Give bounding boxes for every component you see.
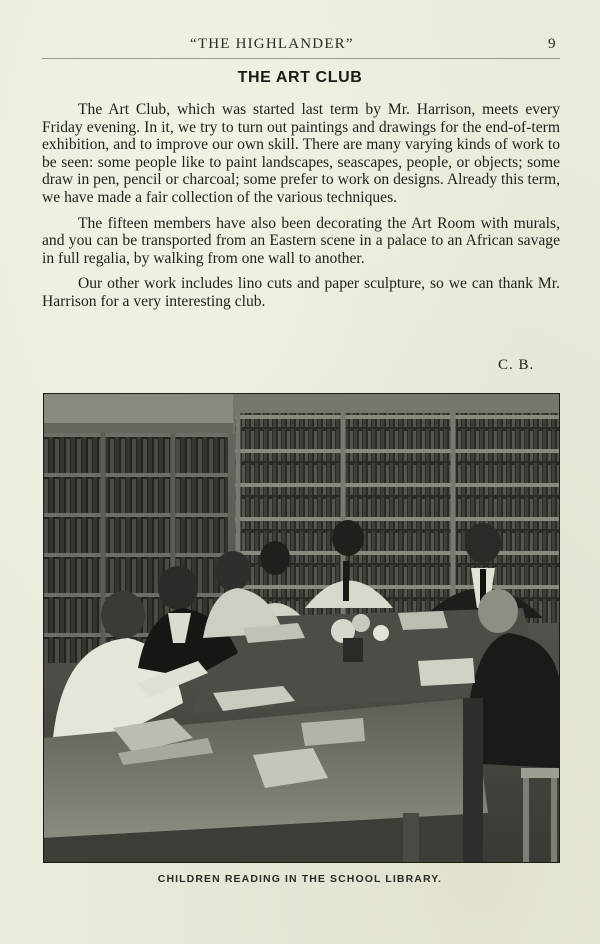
article-body — [42, 101, 560, 319]
header-rule — [42, 58, 560, 59]
author-initials: C. B. — [498, 357, 535, 373]
paragraph: Our other work includes lino cuts and paper sculpture, so we can thank Mr. Harrison for a very interesting club. — [42, 275, 560, 310]
page-number: 9 — [548, 36, 556, 52]
photo-caption: CHILDREN READING IN THE SCHOOL LIBRARY. — [157, 873, 443, 885]
paragraph: The fifteen members have also been decorating the Art Room with murals, and you can be transported from an Eastern scene in a palace to an African savage in full regalia, by walking from one wall to another. — [42, 214, 560, 267]
paragraph: The Art Club, which was started last term by Mr. Harrison, meets every Friday evening. In it, we try to turn out paintings and drawings for the end-of-term exhibition, and to improve our own skill. There are many varying kinds of work to be seen: some people like to paint landscapes, seascapes, people, or objects; some draw in pen, pencil or charcoal; some prefer to work on designs. Already this term, we have made a fair collection of the various techniques. — [42, 101, 560, 206]
article-title: THE ART CLUB — [237, 69, 363, 86]
library-photograph — [43, 393, 560, 863]
running-head: “THE HIGHLANDER” — [190, 36, 354, 52]
